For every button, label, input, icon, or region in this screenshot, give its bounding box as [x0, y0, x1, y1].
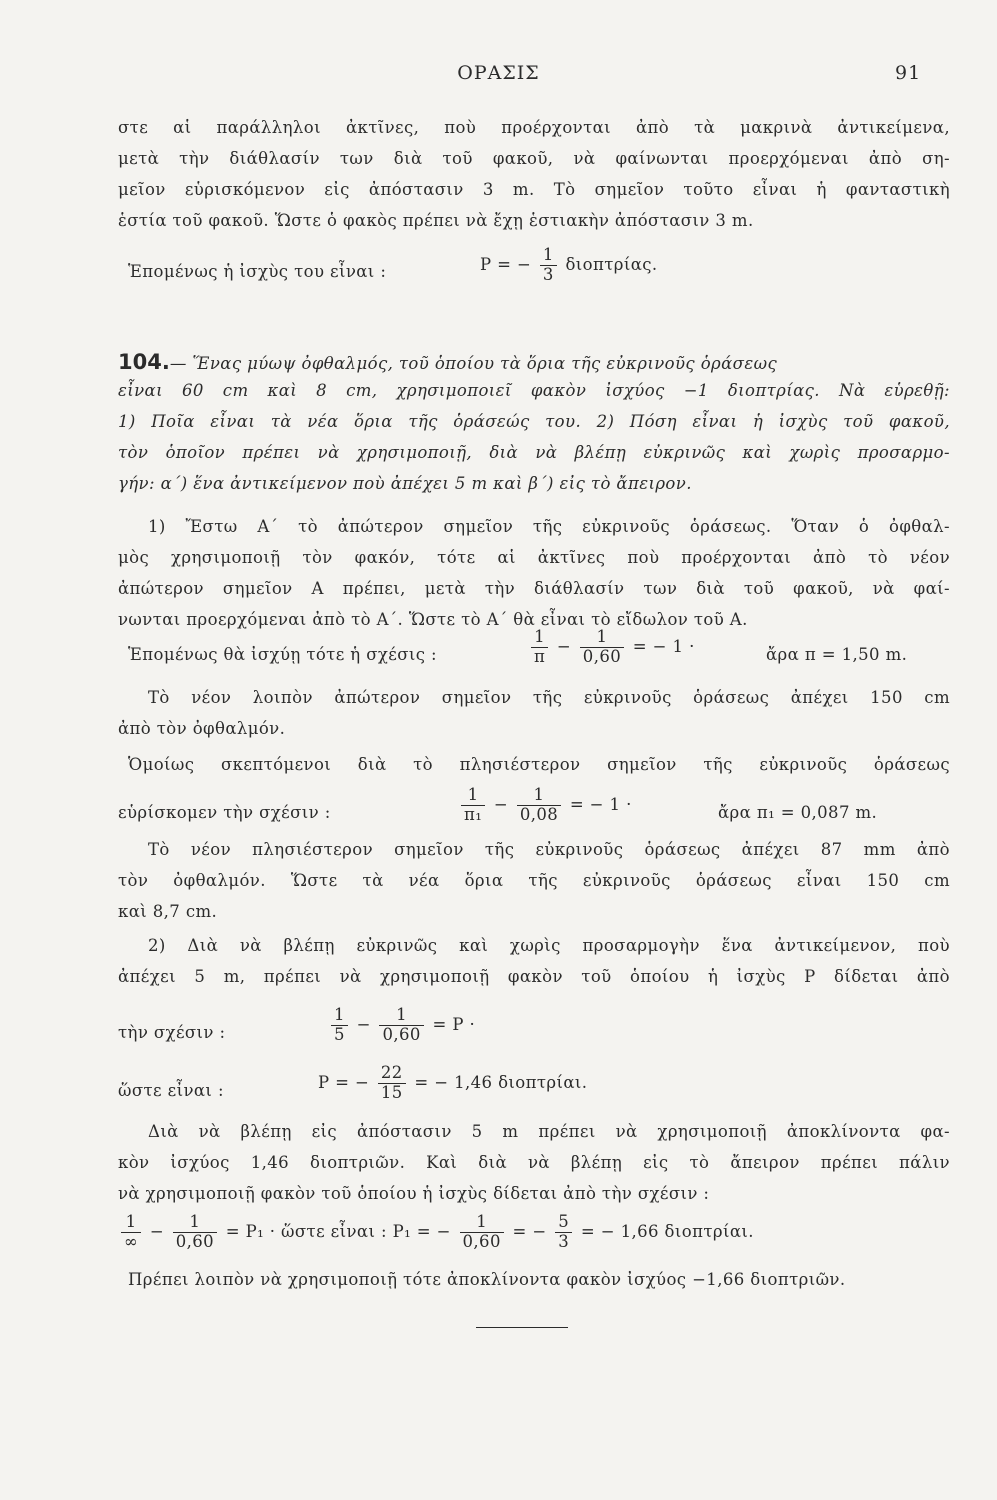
text-line: Διὰ νὰ βλέπῃ εἰς ἀπόστασιν 5 m πρέπει νὰ χρησιμοποιῇ ἀποκλίνοντα φα-	[148, 1122, 950, 1141]
equation: $\frac{1}{\text{π₁}}$ − $\frac{1}{0,08}$ = − 1 ·	[458, 786, 632, 825]
problem-statement-line: 104.— Ἕνας μύωψ ὀφθαλμός, τοῦ ὁποίου τὰ ὅρια τῆς εὐκρινοῦς ὁράσεως	[118, 350, 778, 374]
text-line: Τὸ νέον πλησιέστερον σημεῖον τῆς εὐκρινοῦς ὁράσεως ἀπέχει 87 mm ἀπὸ	[148, 840, 950, 859]
problem-statement-line: τὸν ὁποῖον πρέπει νὰ χρησιμοποιῇ, διὰ νὰ βλέπῃ εὐκρινῶς καὶ χωρὶς προσαρμο-	[118, 443, 950, 462]
text-line: ἀπὸ τὸν ὀφθαλμόν.	[118, 719, 286, 738]
text-line: Ὁμοίως σκεπτόμενοι διὰ τὸ πλησιέστερον σημεῖον τῆς εὐκρινοῦς ὁράσεως	[128, 755, 950, 774]
text-line: Πρέπει λοιπὸν νὰ χρησιμοποιῇ τότε ἀποκλίνοντα φακὸν ἰσχύος −1,66 διοπτριῶν.	[128, 1270, 846, 1289]
text-line: ἑστία τοῦ φακοῦ. Ὥστε ὁ φακὸς πρέπει νὰ ἔχῃ ἑστιακὴν ἀπόστασιν 3 m.	[118, 211, 754, 230]
text-line: στε αἱ παράλληλοι ἀκτῖνες, ποὺ προέρχονται ἀπὸ τὰ μακρινὰ ἀντικείμενα,	[118, 118, 950, 137]
equation-lead: τὴν σχέσιν :	[118, 1023, 226, 1042]
problem-number: 104.	[118, 350, 170, 374]
equation: $\frac{1}{5}$ − $\frac{1}{0,60}$ = P ·	[328, 1006, 475, 1045]
problem-statement-line: 1) Ποῖα εἶναι τὰ νέα ὅρια τῆς ὁράσεώς του. 2) Πόση εἶναι ἡ ἰσχὺς τοῦ φακοῦ,	[118, 412, 950, 431]
page-number: 91	[895, 62, 922, 84]
equation-lead: ὥστε εἶναι :	[118, 1081, 224, 1100]
text-line: κὸν ἰσχύος 1,46 διοπτριῶν. Καὶ διὰ νὰ βλέπῃ εἰς τὸ ἄπειρον πρέπει πάλιν	[118, 1153, 950, 1172]
equation-result: ἄρα π = 1,50 m.	[766, 645, 908, 664]
equation-lead: εὑρίσκομεν τὴν σχέσιν :	[118, 803, 331, 822]
text-line: ἀπέχει 5 m, πρέπει νὰ χρησιμοποιῇ φακὸν τοῦ ὁποίου ἡ ἰσχὺς P δίδεται ἀπὸ	[118, 967, 950, 986]
text-line: ἀπώτερον σημεῖον Α πρέπει, μετὰ τὴν διάθλασίν των διὰ τοῦ φακοῦ, νὰ φαί-	[118, 579, 950, 598]
section-end-rule	[476, 1327, 568, 1328]
text-line: 1) Ἔστω Α΄ τὸ ἀπώτερον σημεῖον τῆς εὐκρινοῦς ὁράσεως. Ὅταν ὁ ὀφθαλ-	[148, 517, 950, 536]
equation-lead: Ἑπομένως θὰ ἰσχύῃ τότε ἡ σχέσις :	[128, 645, 438, 664]
problem-statement-line: εἶναι 60 cm καὶ 8 cm, χρησιμοποιεῖ φακὸν ἰσχύος −1 διοπτρίας. Νὰ εὑρεθῇ:	[118, 381, 950, 400]
equation: $\frac{1}{\infty}$ − $\frac{1}{0,60}$ = P₁ · ὥστε εἶναι : P₁ = − $\frac{1}{0,60}$ = − $\frac{5}{3}$ = − 1,66 διοπτρίαι.	[118, 1213, 754, 1252]
equation: $\frac{1}{\pi}$ − $\frac{1}{0,60}$ = − 1 ·	[528, 628, 695, 667]
text-line: μὸς χρησιμοποιῇ τὸν φακόν, τότε αἱ ἀκτῖνες ποὺ προέρχονται ἀπὸ τὸ νέον	[118, 548, 950, 567]
text-line: μετὰ τὴν διάθλασίν των διὰ τοῦ φακοῦ, νὰ φαίνωνται προερχόμεναι ἀπὸ ση-	[118, 149, 950, 168]
text-line: Τὸ νέον λοιπὸν ἀπώτερον σημεῖον τῆς εὐκρινοῦς ὁράσεως ἀπέχει 150 cm	[148, 688, 950, 707]
text-line: καὶ 8,7 cm.	[118, 902, 218, 921]
equation-lead: Ἑπομένως ἡ ἰσχὺς του εἶναι :	[128, 262, 387, 281]
text-line: μεῖον εὑρισκόμενον εἰς ἀπόστασιν 3 m. Τὸ σημεῖον τοῦτο εἶναι ἡ φανταστικὴ	[118, 180, 950, 199]
equation: P = − $\frac{1}{3}$ διοπτρίας.	[480, 245, 658, 284]
text-line: νωνται προερχόμεναι ἀπὸ τὸ Α΄. Ὥστε τὸ Α΄ θὰ εἶναι τὸ εἴδωλον τοῦ Α.	[118, 610, 748, 629]
text-line: τὸν ὀφθαλμόν. Ὥστε τὰ νέα ὅρια τῆς εὐκρινοῦς ὁράσεως εἶναι 150 cm	[118, 871, 950, 890]
equation: P = − $\frac{22}{15}$ = − 1,46 διοπτρίαι.	[318, 1063, 588, 1102]
text-line: 2) Διὰ νὰ βλέπῃ εὐκρινῶς καὶ χωρὶς προσαρμογὴν ἕνα ἀντικείμενον, ποὺ	[148, 936, 950, 955]
text-line: νὰ χρησιμοποιῇ φακὸν τοῦ ὁποίου ἡ ἰσχὺς δίδεται ἀπὸ τὴν σχέσιν :	[118, 1184, 710, 1203]
running-header: ΟΡΑΣΙΣ	[457, 62, 540, 84]
problem-statement-line: γήν: α΄) ἕνα ἀντικείμενον ποὺ ἀπέχει 5 m καὶ β΄) εἰς τὸ ἄπειρον.	[118, 474, 692, 493]
equation-result: ἄρα π₁ = 0,087 m.	[718, 803, 878, 822]
